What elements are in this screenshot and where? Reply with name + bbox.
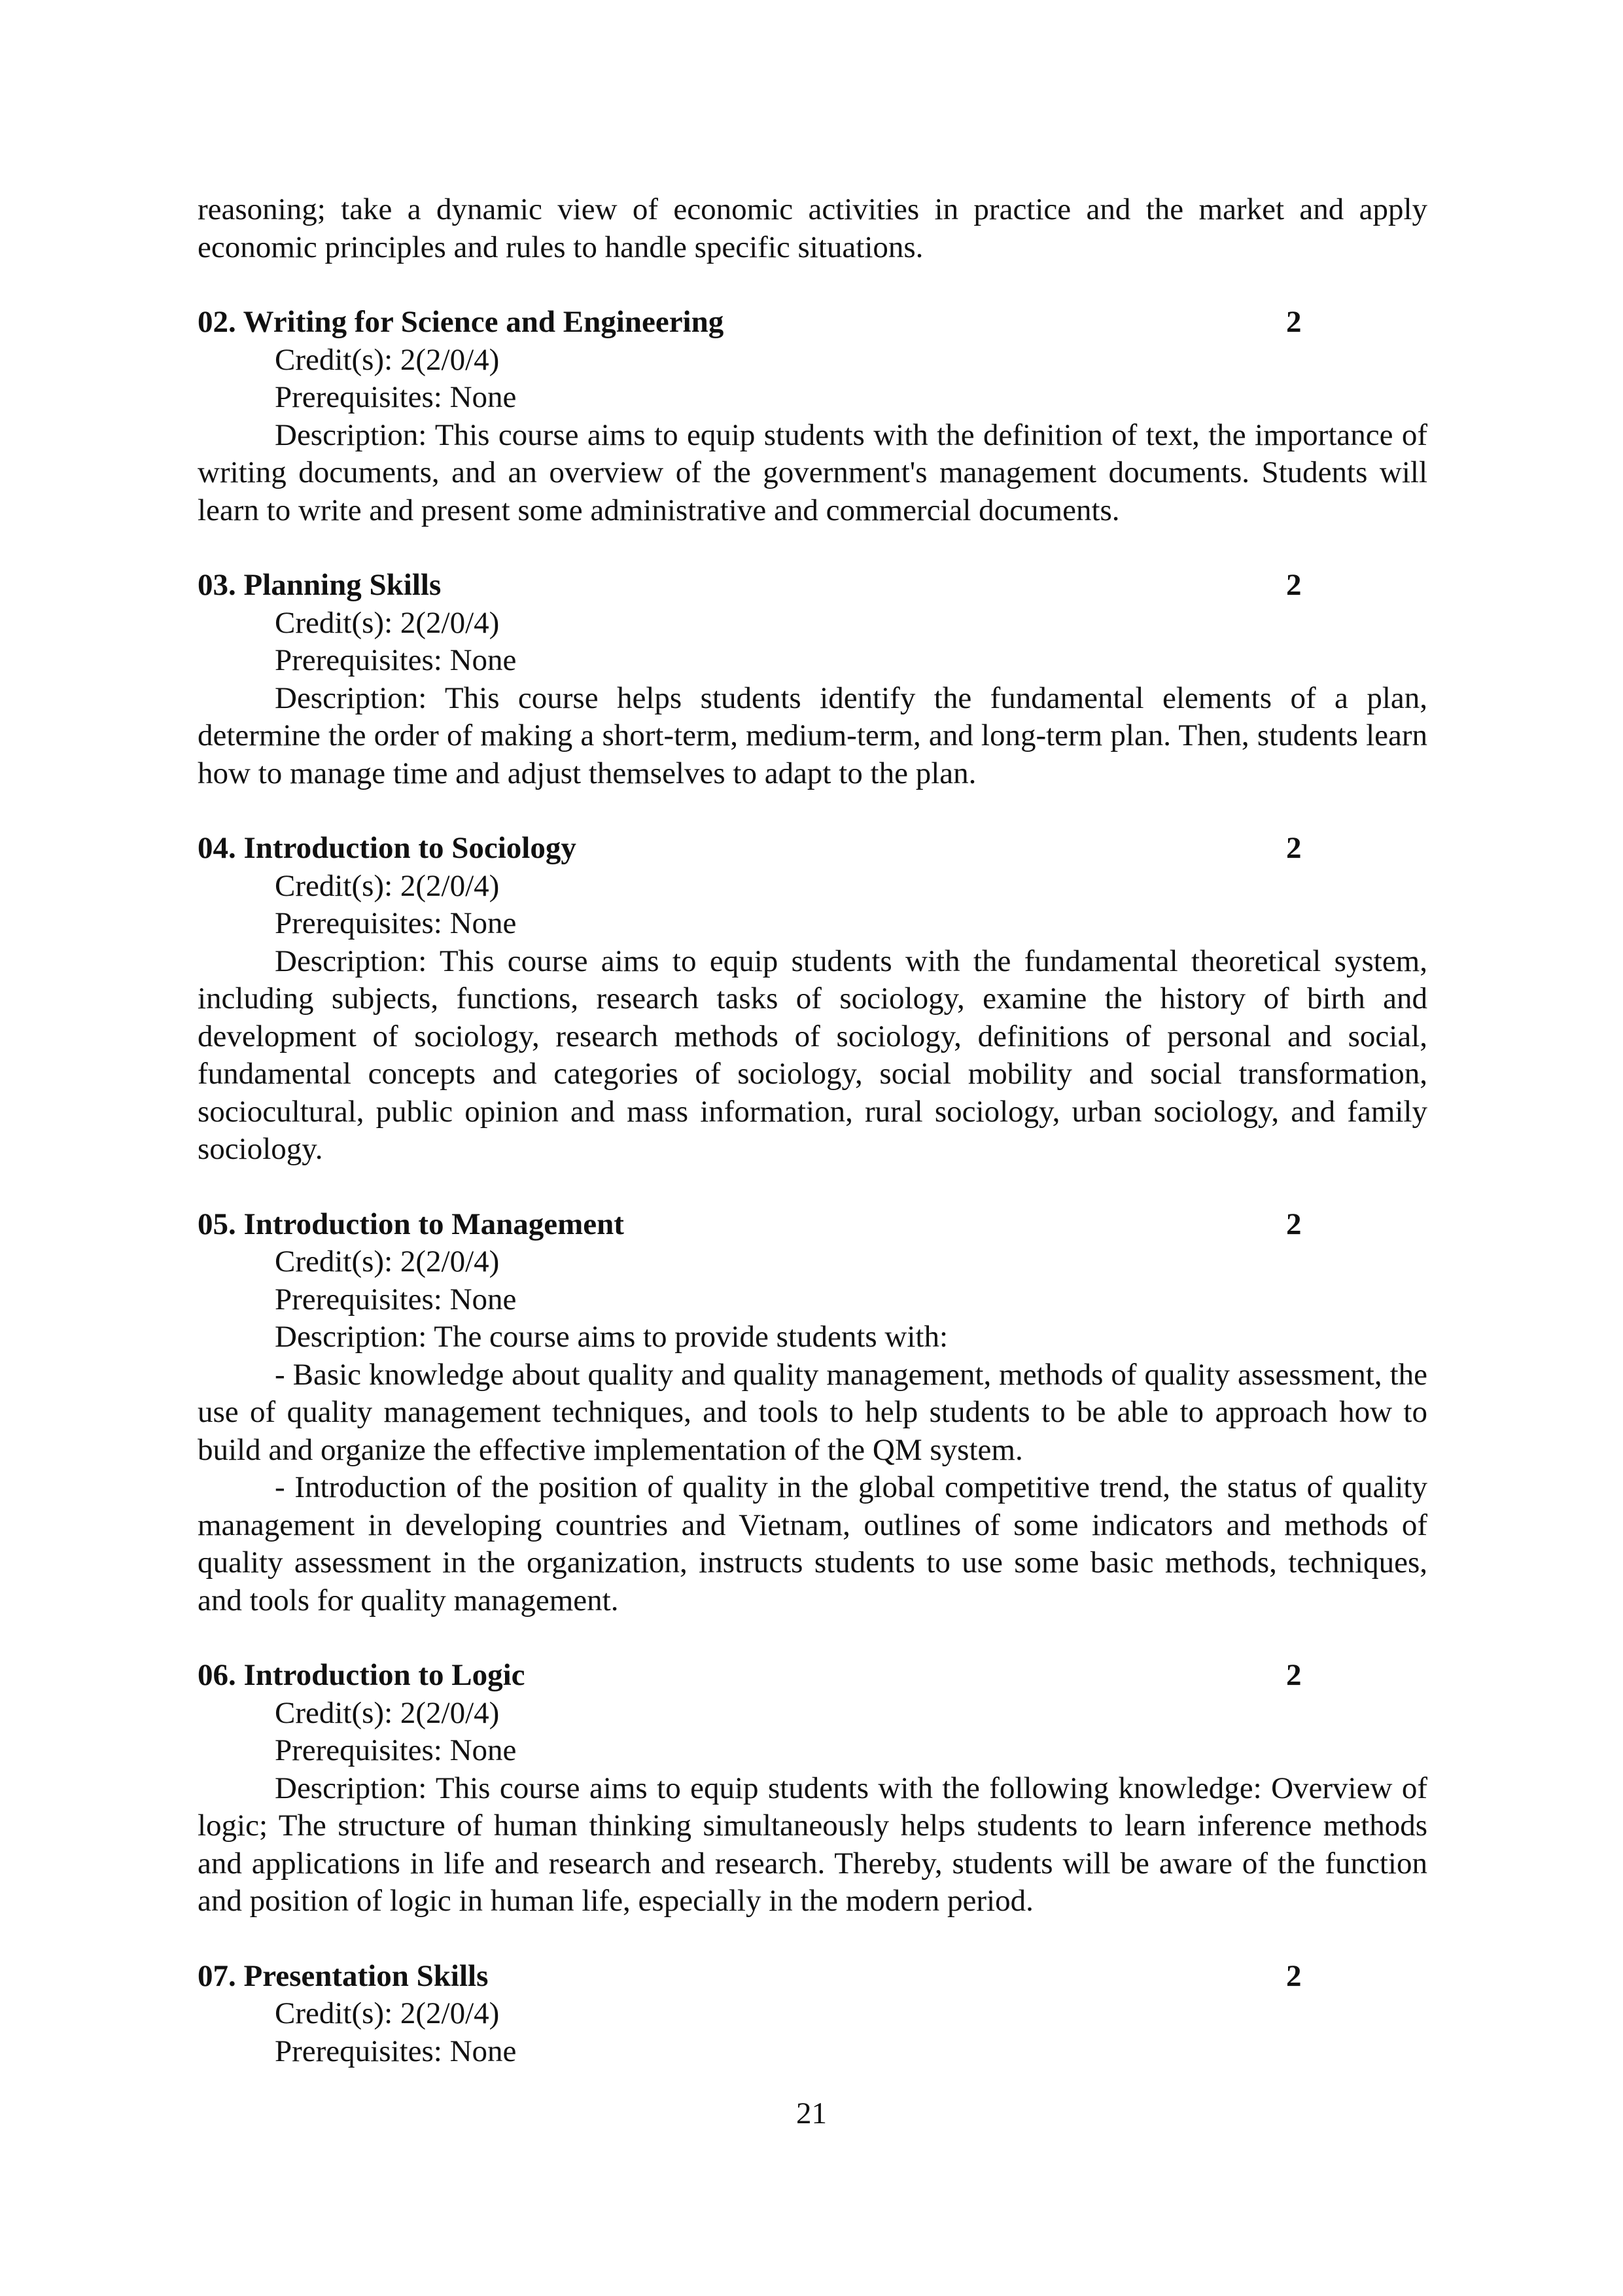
- course-credit-total: 2: [1286, 831, 1302, 865]
- course-heading: [198, 830, 1427, 868]
- course-credit-total: 2: [1286, 1958, 1302, 1993]
- course-prerequisites: Prerequisites: None: [275, 380, 517, 414]
- course-credit-total: 2: [1286, 305, 1302, 339]
- course-heading: [198, 1657, 1427, 1695]
- course-heading: [198, 304, 1427, 342]
- course-description-item: - Basic knowledge about quality and quality management, methods of quality assessment, the use of quality management techniques, and tools to help students to be able to approach how to build and organize the effective implementation of the QM system.: [198, 1357, 1427, 1467]
- course-title: 06. Introduction to Logic: [198, 1658, 525, 1692]
- course-description: Description: The course aims to provide students with:: [275, 1320, 949, 1354]
- course-heading: [198, 1958, 1427, 1996]
- course-heading: [198, 567, 1427, 605]
- course-description: Description: This course aims to equip students with the following knowledge: Overview of logic; The structure of human thinking simultaneously helps students to learn inference methods and applications in life and research and research. Thereby, students will be aware of the function and position of logic in human life, especially in the modern period.: [198, 1771, 1427, 1918]
- course-title: 07. Presentation Skills: [198, 1958, 489, 1993]
- course-credits: Credit(s): 2(2/0/4): [275, 1695, 500, 1730]
- course-title: 05. Introduction to Management: [198, 1207, 624, 1241]
- course-credits: Credit(s): 2(2/0/4): [275, 1245, 500, 1279]
- course-section: [198, 830, 1427, 1169]
- course-prerequisites: Prerequisites: None: [275, 643, 517, 677]
- course-description-item: - Introduction of the position of quality in the global competitive trend, the status of quality management in developing countries and Vietnam, outlines of some indicators and methods of quality assessment in the organization, instructs students to use some basic methods, techniques, and tools for quality management.: [198, 1470, 1427, 1617]
- course-prerequisites: Prerequisites: None: [275, 1282, 517, 1316]
- course-description: Description: This course aims to equip students with the fundamental theoretical system, including subjects, functions, research tasks of sociology, examine the history of birth and development of sociology, research methods of sociology, definitions of personal and social, fundamental concepts and categories of sociology, social mobility and social transformation, sociocultural, public opinion and mass information, rural sociology, urban sociology, and family sociology.: [198, 944, 1427, 1166]
- course-title: 04. Introduction to Sociology: [198, 831, 576, 865]
- course-credits: Credit(s): 2(2/0/4): [275, 605, 500, 640]
- page-number: 21: [796, 2096, 827, 2130]
- course-credit-total: 2: [1286, 1658, 1302, 1692]
- document-page: [198, 191, 1427, 2070]
- course-section: [198, 567, 1427, 792]
- course-list: [198, 304, 1427, 2070]
- course-credits: Credit(s): 2(2/0/4): [275, 342, 500, 377]
- course-prerequisites: Prerequisites: None: [275, 906, 517, 940]
- course-section: [198, 1958, 1427, 2071]
- course-section: [198, 304, 1427, 529]
- course-section: [198, 1657, 1427, 1920]
- course-credit-total: 2: [1286, 1207, 1302, 1241]
- course-heading: [198, 1206, 1427, 1244]
- course-prerequisites: Prerequisites: None: [275, 1733, 517, 1767]
- course-description: Description: This course aims to equip students with the definition of text, the importance of writing documents, and an overview of the government's management documents. Students will learn to write and present some administrative and commercial documents.: [198, 417, 1427, 527]
- course-description: Description: This course helps students identify the fundamental elements of a plan, determine the order of making a short-term, medium-term, and long-term plan. Then, students learn how to manage time and adjust themselves to adapt to the plan.: [198, 680, 1427, 790]
- course-credits: Credit(s): 2(2/0/4): [275, 1996, 500, 2030]
- intro-paragraph: reasoning; take a dynamic view of economic activities in practice and the market and apply economic principles and rules to handle specific situations.: [198, 192, 1427, 264]
- course-title: 02. Writing for Science and Engineering: [198, 305, 724, 339]
- course-title: 03. Planning Skills: [198, 568, 442, 602]
- course-credits: Credit(s): 2(2/0/4): [275, 868, 500, 903]
- course-section: [198, 1206, 1427, 1620]
- course-prerequisites: Prerequisites: None: [275, 2034, 517, 2068]
- course-credit-total: 2: [1286, 568, 1302, 602]
